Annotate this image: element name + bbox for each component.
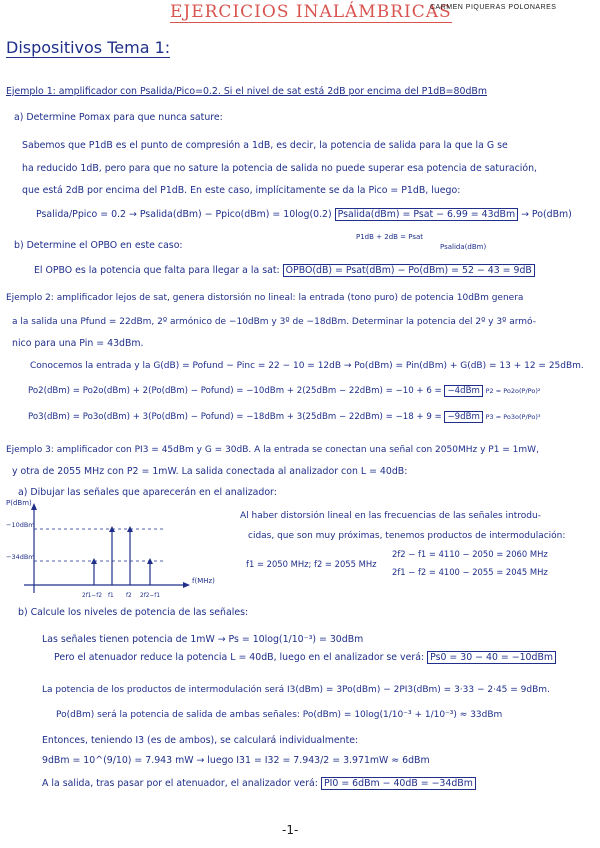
- spectrum-svg: [6, 497, 241, 602]
- freq-label: 2f1−f2: [82, 593, 103, 599]
- text-line: nico para una Pin = 43dBm.: [12, 338, 144, 349]
- example-1-question-b: b) Determine el OPBO en este caso:: [14, 240, 183, 251]
- formula-note: P3 = Po3o(P/Po)³: [485, 413, 541, 421]
- equation-line: Las señales tienen potencia de 1mW → Ps = 10log(1/10⁻³) = 30dBm: [42, 634, 364, 645]
- spectrum-diagram: [6, 497, 241, 602]
- formula-note: P2 = Po2o(P/Po)²: [485, 387, 541, 395]
- text-line: cidas, que son muy próximas, tenemos productos de intermodulación:: [248, 531, 566, 541]
- freq-label: f1: [108, 593, 114, 599]
- annotation: Psalida(dBm): [440, 243, 487, 251]
- freq-label: 2f2−f1: [140, 593, 161, 599]
- text-line: Entonces, teniendo I3 (es de ambos), se calculará individualmente:: [42, 735, 359, 746]
- equation-line: [34, 265, 535, 277]
- text-line: ha reducido 1dB, pero para que no sature la potencia de salida no puede superar esa potencia de saturación,: [22, 163, 537, 174]
- example-3-statement: Ejemplo 3: amplificador con PI3 = 45dBm y G = 30dB. A la entrada se conectan una señal con 2050MHz y P1 = 1mW,: [6, 445, 539, 455]
- text-line: que está 2dB por encima del P1dB. En este caso, implícitamente se da la Pico = P1dB, luego:: [22, 185, 461, 196]
- equation-line: [54, 652, 556, 664]
- tick-upper-label: −10dBm: [6, 521, 35, 529]
- boxed-result: OPBO(dB) = Psat(dBm) − Po(dBm) = 52 − 43 = 9dB: [283, 264, 535, 277]
- text-segment: A la salida, tras pasar por el atenuador, el analizador verá:: [42, 778, 318, 789]
- equation-left: Psalida/Ppico = 0.2 → Psalida(dBm) − Ppico(dBm) = 10log(0.2): [36, 209, 332, 220]
- text-line: La potencia de los productos de intermodulación será I3(dBm) = 3Po(dBm) − 2PI3(dBm) = 3·33 − 2·45 = 9dBm.: [42, 685, 550, 695]
- y-axis-label: P(dBm): [6, 499, 32, 507]
- example-1-statement: [6, 86, 487, 98]
- example-1-text: Ejemplo 1: amplificador con Psalida/Pico=0.2. Si el nivel de sat está 2dB por encima del P1dB=80dBm: [6, 86, 487, 97]
- text-line: y otra de 2055 MHz con P2 = 1mW. La salida conectada al analizador con L = 40dB:: [12, 466, 408, 477]
- equation-right: → Po(dBm): [521, 209, 572, 220]
- example-2-statement: Ejemplo 2: amplificador lejos de sat, genera distorsión no lineal: la entrada (tono puro) de potencia 10dBm genera: [6, 293, 524, 303]
- example-3-question-b: b) Calcule los niveles de potencia de las señales:: [18, 607, 249, 618]
- example-1-question-a: a) Determine Pomax para que nunca sature:: [14, 112, 223, 123]
- annotation: P1dB + 2dB = Psat: [356, 233, 424, 241]
- text-line: Al haber distorsión lineal en las frecuencias de las señales introdu-: [240, 511, 541, 521]
- equation-line: [42, 778, 476, 790]
- equation-line: 9dBm = 10^(9/10) = 7.943 mW → luego I31 = I32 = 7.943/2 = 3.971mW ≈ 6dBm: [42, 755, 430, 766]
- page-number: -1-: [282, 823, 299, 837]
- freq-label: f2: [126, 593, 132, 599]
- text-line: Conocemos la entrada y la G(dB) = Pofund − Pinc = 22 − 10 = 12dB → Po(dBm) = Pin(dBm) + G(dB) = 13 + 12 = 25dBm.: [30, 361, 584, 371]
- text-segment: El OPBO es la potencia que falta para llegar a la sat:: [34, 265, 280, 276]
- text-line: Sabemos que P1dB es el punto de compresión a 1dB, es decir, la potencia de salida para la que la G se: [22, 140, 508, 151]
- equation-line: [36, 209, 572, 221]
- x-axis-label: f(MHz): [192, 577, 215, 585]
- boxed-result: Psalida(dBm) = Psat − 6.99 = 43dBm: [335, 208, 518, 221]
- boxed-result: −9dBm: [444, 411, 482, 423]
- text-segment: Pero el atenuador reduce la potencia L = 40dB, luego en el analizador se verá:: [54, 652, 425, 663]
- equation-line: 2f1 − f2 = 4100 − 2055 = 2045 MHz: [392, 567, 548, 577]
- boxed-result: −4dBm: [444, 385, 482, 397]
- example-3-question-a: a) Dibujar las señales que aparecerán en el analizador:: [18, 487, 277, 498]
- document-title: EJERCICIOS INALÁMBRICAS: [170, 2, 452, 22]
- equation-line: 2f2 − f1 = 4110 − 2050 = 2060 MHz: [392, 549, 548, 559]
- equation-left: Po3(dBm) = Po3o(dBm) + 3(Po(dBm) − Pofund) = −18dBm + 3(25dBm − 22dBm) = −18 + 9 =: [28, 412, 442, 422]
- boxed-result: PI0 = 6dBm − 40dB = −34dBm: [321, 777, 476, 790]
- y-axis-arrow: [31, 503, 37, 510]
- section-title: Dispositivos Tema 1:: [6, 38, 171, 57]
- equation-left: Po2(dBm) = Po2o(dBm) + 2(Po(dBm) − Pofund) = −10dBm + 2(25dBm − 22dBm) = −10 + 6 =: [28, 386, 442, 396]
- author-name: CARMEN PIQUERAS POLONARES: [430, 4, 557, 11]
- text-line: Po(dBm) será la potencia de salida de ambas señales: Po(dBm) = 10log(1/10⁻³ + 1/10⁻³) ≈ 33dBm: [56, 710, 503, 720]
- boxed-result: Ps0 = 30 − 40 = −10dBm: [427, 651, 556, 664]
- x-axis-arrow: [183, 582, 190, 588]
- equation-line: [28, 411, 540, 423]
- equation-line: [28, 385, 540, 397]
- text-line: a la salida una Pfund = 22dBm, 2º armónico de −10dBm y 3º de −18dBm. Determinar la potencia del 2º y 3º armó-: [12, 317, 536, 327]
- equation-line: f1 = 2050 MHz; f2 = 2055 MHz: [246, 559, 377, 569]
- arrow-head: [147, 558, 153, 564]
- tick-lower-label: −34dBm: [6, 553, 35, 561]
